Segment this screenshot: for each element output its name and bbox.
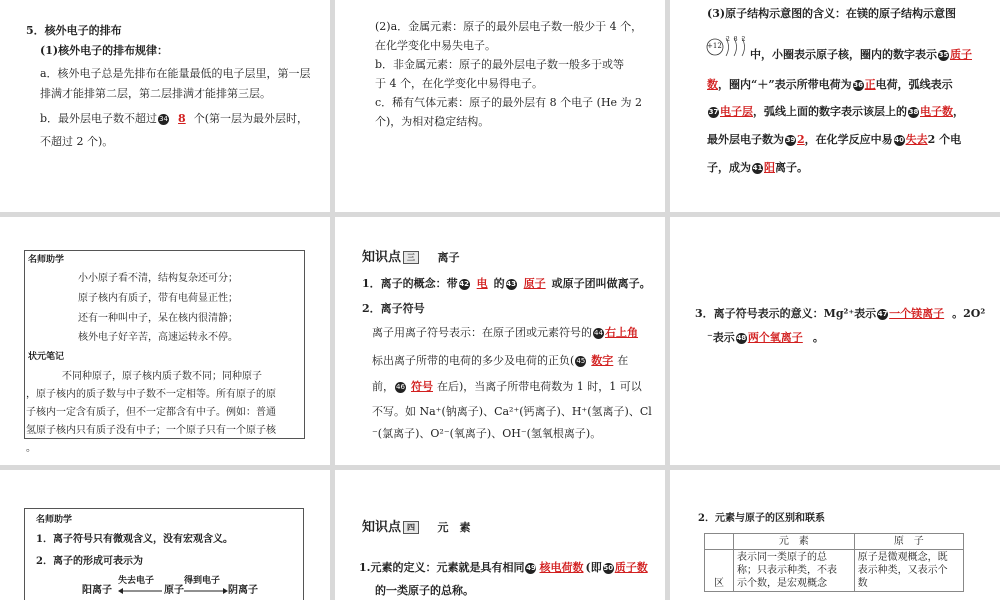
- section-title: 5．核外电子的排布: [26, 24, 122, 37]
- text-line: 不写。如 Na⁺(钠离子)、Ca²⁺(钙离子)、H⁺(氢离子)、Cl: [372, 405, 652, 418]
- text-line: 于 4 个，在化学变化中易得电子。: [375, 77, 543, 90]
- row-header: 区: [705, 550, 734, 592]
- text-line: 在化学变化中易失电子。: [375, 39, 496, 52]
- number-badge: 48: [736, 333, 747, 342]
- number-badge: 35: [938, 50, 949, 59]
- note-line: 氢原子核内只有质子没有中子；一个原子只有一个原子核: [26, 425, 276, 436]
- note-line: ，原子核内的质子数与中子数不一定相等。所有原子的原: [26, 389, 276, 400]
- answer-blank: 符号: [411, 380, 433, 393]
- flow-cation: 阳离子: [82, 585, 112, 596]
- text-line: (3)原子结构示意图的含义：在镁的原子结构示意图: [707, 7, 957, 20]
- text-line: (1)核外电子的排布规律：: [40, 44, 169, 57]
- verse-line: 原子核内有质子，带有电荷显正性；: [78, 293, 238, 304]
- slide-ion-meaning: [670, 217, 1000, 465]
- answer-blank: 电: [476, 277, 488, 290]
- text-line: 中，小圈表示原子核，圈内的数字表示 35 质子: [750, 48, 972, 61]
- text-line: c．稀有气体元素：原子的最外层有 8 个电子 (He 为 2: [375, 96, 643, 109]
- answer-blank: 数: [707, 78, 718, 91]
- number-badge: 45: [576, 356, 586, 365]
- answer-blank: 质子: [950, 48, 972, 61]
- number-badge: 34: [159, 114, 168, 123]
- arrow-left-icon: [118, 588, 162, 594]
- text-line: ⁻表示 48 两个氧离子 。: [707, 331, 824, 344]
- answer-blank: 两个氧离子: [747, 331, 803, 344]
- slide-element-types: [335, 0, 665, 212]
- text-line: 个)，为相对稳定结构。: [375, 115, 490, 128]
- answer-blank: 一个镁离子: [889, 307, 945, 320]
- answer-blank: 电子层: [720, 105, 753, 118]
- number-badge: 42: [459, 279, 470, 288]
- nucleus-label: +12: [707, 42, 722, 50]
- text-line: 2．离子符号: [362, 302, 425, 315]
- text-line: (2)a．金属元素：原子的最外层电子数一般少于 4 个，: [375, 20, 643, 33]
- text-line: 数，圈内“＋”表示所带电荷为 36 正电荷，弧线表示: [707, 78, 953, 91]
- arrow-right-icon: [184, 588, 228, 594]
- note-line: 不同种原子，原子核内质子数不同；同种原子: [62, 371, 262, 382]
- table-cell: 原子是微观概念，既 表示种类，又表示个 数: [854, 550, 963, 592]
- text-line: ⁻(氯离子)、O²⁻(氧离子)、OH⁻(氢氧根离子)。: [372, 427, 602, 440]
- number-badge: 44: [594, 328, 603, 337]
- comparison-table: [704, 533, 964, 592]
- slide-element-atom-compare: [670, 470, 1000, 600]
- text-line: 2．离子的形成可表示为: [36, 556, 143, 567]
- number-badge: 40: [894, 135, 905, 144]
- text-line: 3．离子符号表示的意义：Mg²⁺表示 47 一个镁离子 。2O²: [695, 307, 986, 320]
- number-badge: 43: [506, 279, 517, 288]
- slide-ion-tips: [0, 470, 330, 600]
- slide-elements: [335, 470, 665, 600]
- table-row: [705, 550, 964, 592]
- shell-labels: 2 8 2: [726, 36, 747, 43]
- text-line: 排满才能排第二层，第二层排满才能排第三层。: [40, 87, 271, 100]
- flow-gain-electron: 得到电子: [184, 576, 221, 586]
- text-line: 1.元素的定义：元素就是具有相同 49 核电荷数 (即 50 质子数: [359, 561, 648, 574]
- answer-blank: 核电荷数: [539, 561, 584, 574]
- answer-blank: 正: [864, 78, 876, 91]
- number-badge: 38: [908, 107, 919, 116]
- magnesium-structure-diagram: [706, 34, 752, 60]
- text-line: 标出离子所带的电荷的多少及电荷的正负( 45 数字 在: [372, 354, 629, 367]
- number-badge: 49: [526, 563, 536, 572]
- tips-heading: 名师助学: [36, 515, 73, 525]
- number-badge: 36: [853, 80, 864, 89]
- number-badge: 39: [785, 135, 796, 144]
- text-line: 的一类原子的总称。: [375, 584, 474, 597]
- table-header-row: [705, 534, 964, 550]
- text-line: 离子用离子符号表示：在原子团或元素符号的 44 右上角: [372, 326, 638, 339]
- table-cell: 表示同一类原子的总 称；只表示种类，不表 示个数，是宏观概念: [734, 550, 855, 592]
- knowledge-point-heading: 知识点 四 元 素: [362, 520, 471, 535]
- answer-blank: 数字: [591, 354, 614, 367]
- text-line: 不超过 2 个)。: [40, 135, 114, 148]
- verse-line: 还有一种叫中子，呆在核内很清静；: [78, 313, 238, 324]
- ion-formation-flow: [82, 574, 282, 600]
- notes-heading: 状元笔记: [28, 352, 65, 362]
- slide-tips: [0, 217, 330, 465]
- answer-blank: 8: [178, 112, 186, 125]
- text-line: 1．离子的概念：带 42 电 的 43 原子 或原子团叫做离子。: [362, 277, 651, 290]
- number-badge: 47: [877, 309, 888, 318]
- answer-blank: 质子数: [614, 561, 648, 574]
- answer-blank: 右上角: [605, 326, 638, 339]
- column-header-atom: 原 子: [854, 534, 963, 550]
- verse-line: 小小原子看不清，结构复杂还可分；: [78, 273, 238, 284]
- text-line: a．核外电子总是先排布在能量最低的电子层里，第一层: [40, 67, 311, 80]
- text-line: 37 电子层，弧线上面的数字表示该层上的 38 电子数，: [708, 105, 964, 118]
- flow-atom: 原子: [164, 585, 184, 596]
- flow-lose-electron: 失去电子: [118, 576, 155, 586]
- text-line: 子，成为 41 阳离子。: [707, 161, 808, 174]
- answer-blank: 阳: [764, 161, 775, 174]
- slide-ions: [335, 217, 665, 465]
- text-line: b．非金属元素：原子的最外层电子数一般多于或等: [375, 58, 625, 71]
- number-badge: 50: [603, 563, 614, 572]
- section-number-mark: 四: [403, 521, 419, 534]
- section-title: 2．元素与原子的区别和联系: [698, 513, 825, 524]
- knowledge-point-heading: 知识点 三 离子: [362, 250, 460, 265]
- answer-blank: 电子数: [920, 105, 953, 118]
- verse-line: 核外电子好辛苦，高速运转永不停。: [78, 332, 238, 343]
- number-badge: 41: [752, 163, 763, 172]
- answer-blank: 原子: [523, 277, 546, 290]
- answer-blank: 失去: [905, 133, 928, 146]
- note-line: 。: [26, 443, 36, 454]
- column-header-element: 元 素: [734, 534, 855, 550]
- note-line: 子核内一定含有质子，但不一定都含有中子。例如：普通: [26, 407, 276, 418]
- tips-heading: 名师助学: [28, 255, 65, 265]
- slide-electron-arrangement: [0, 0, 330, 212]
- text-line: 最外层电子数为 39 2，在化学反应中易 40 失去2 个电: [707, 133, 962, 146]
- slide-structure-diagram: [670, 0, 1000, 212]
- answer-blank: 2: [797, 133, 805, 146]
- text-line: 前， 46 符号 在后)，当离子所带电荷数为 1 时，1 可以: [372, 380, 642, 393]
- number-badge: 46: [396, 382, 405, 391]
- text-line: b．最外层电子数不超过 34 8 个(第一层为最外层时，: [40, 112, 308, 125]
- text-line: 1．离子符号只有微观含义，没有宏观含义。: [36, 534, 233, 545]
- section-number-mark: 三: [403, 251, 419, 264]
- number-badge: 37: [708, 107, 719, 116]
- flow-anion: 阴离子: [228, 585, 258, 596]
